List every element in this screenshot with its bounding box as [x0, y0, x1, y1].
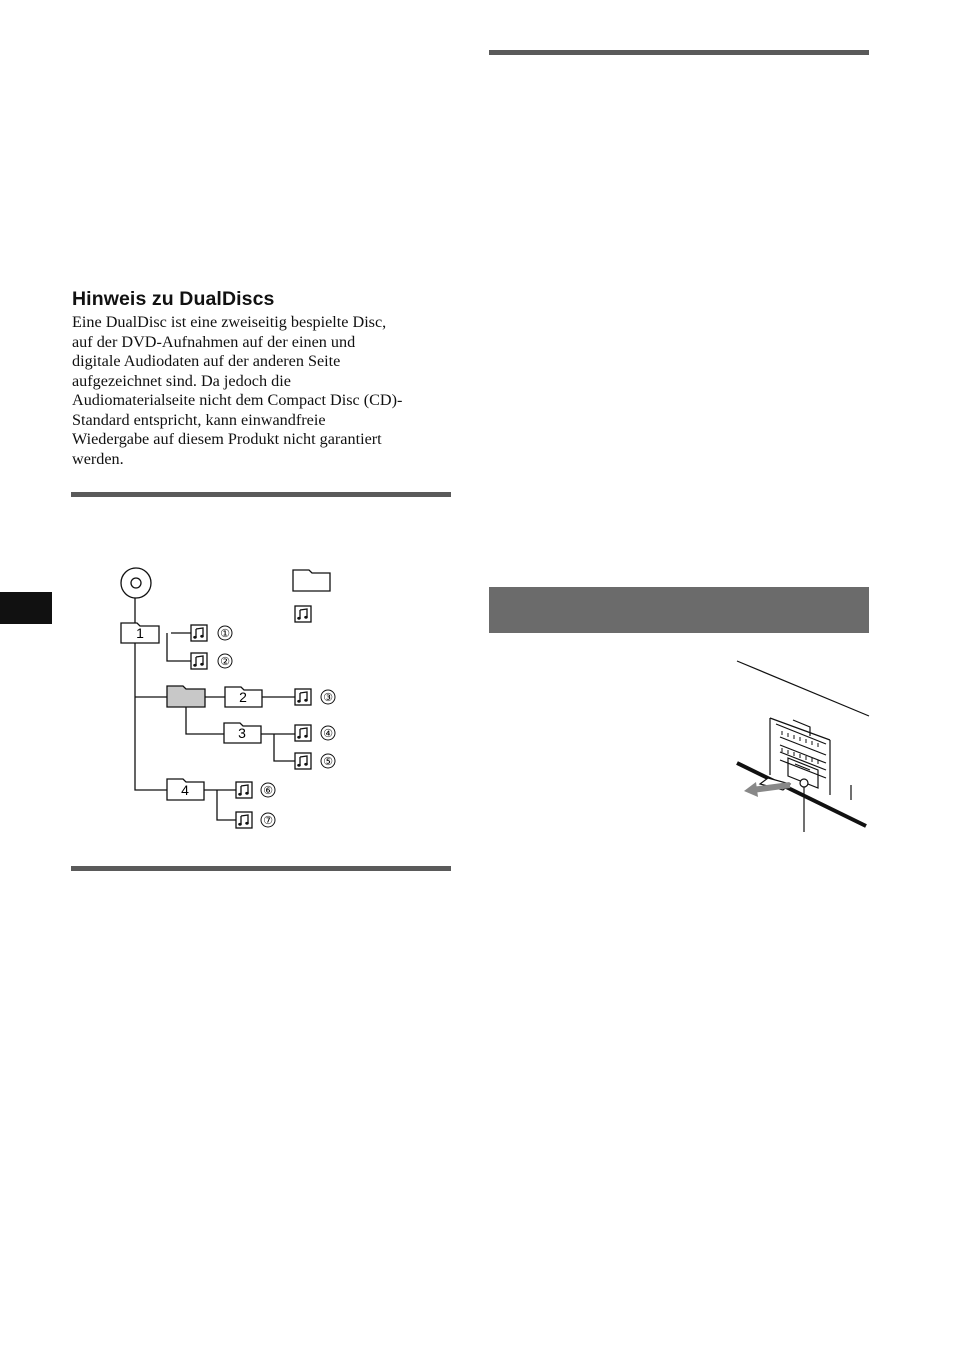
folder-label: 1 — [136, 625, 144, 641]
folder-label: 2 — [239, 689, 247, 705]
track-number: ⑤ — [323, 756, 333, 768]
track-number: ① — [220, 628, 230, 640]
track-number: ④ — [323, 728, 333, 740]
note-line: auf der DVD-Aufnahmen auf der einen und — [72, 332, 356, 351]
track-number: ⑦ — [263, 815, 273, 827]
track-number: ③ — [323, 692, 333, 704]
note-line: Audiomaterialseite nicht dem Compact Disc (CD)- — [72, 391, 403, 409]
note-line: digitale Audiodaten auf der anderen Seite — [72, 352, 341, 370]
note-line: werden. — [72, 449, 124, 468]
note-line: Standard entspricht, kann einwandfreie — [72, 410, 326, 429]
note-line: Wiedergabe auf diesem Produkt nicht garantiert — [72, 430, 382, 448]
track-number: ⑥ — [263, 785, 273, 797]
note-line: aufgezeichnet sind. Da jedoch die — [72, 371, 291, 390]
track-number: ② — [220, 656, 230, 668]
section-title: Hinweis zu DualDiscs — [72, 288, 275, 310]
folder-label: 3 — [238, 725, 246, 741]
note-line: Eine DualDisc ist eine zweiseitig bespielte Disc, — [72, 313, 387, 331]
folder-label: 4 — [181, 782, 189, 798]
